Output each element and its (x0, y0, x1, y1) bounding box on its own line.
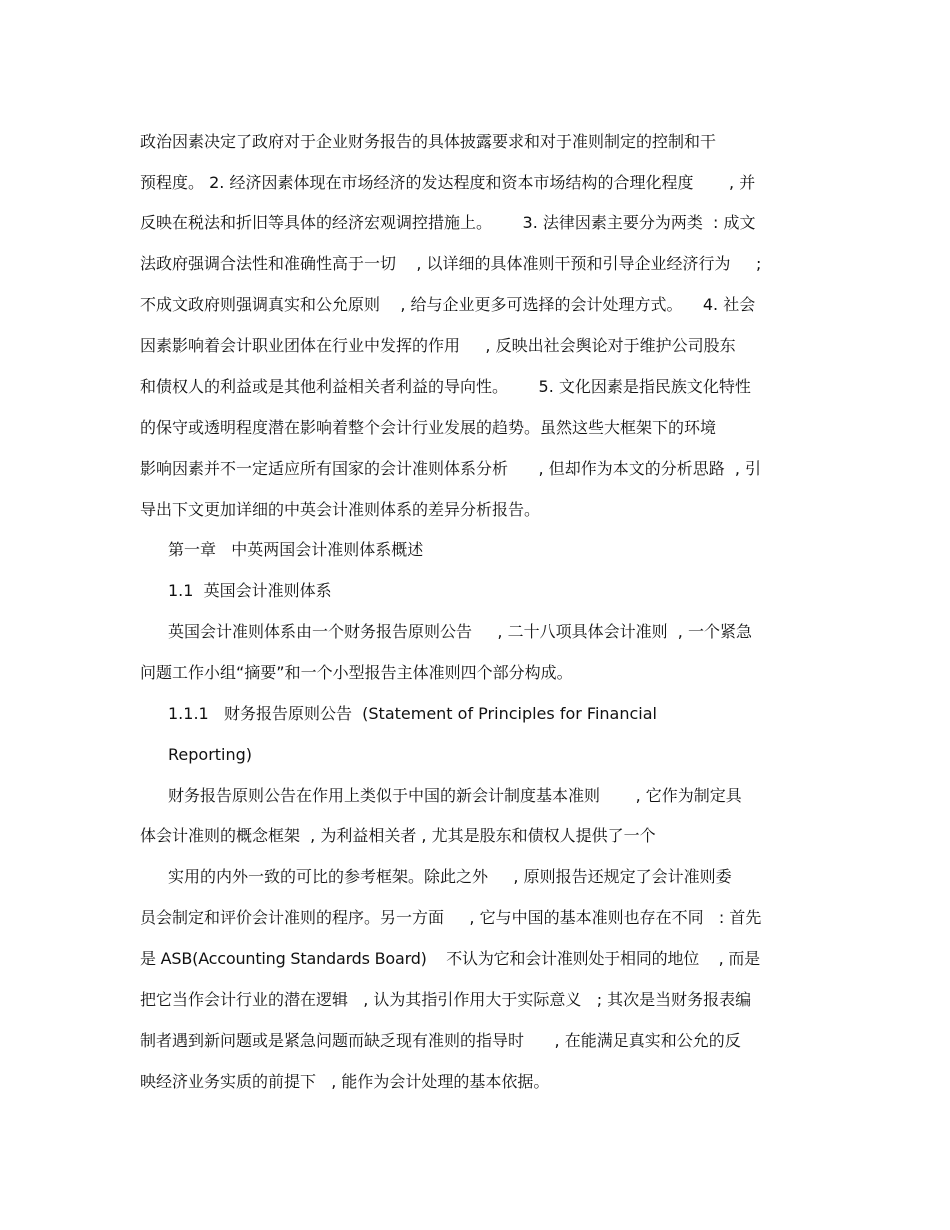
paragraph-line: 法政府强调合法性和准确性高于一切 , 以详细的具体准则干预和引导企业经济行为 ; (140, 254, 762, 273)
paragraph-line: 问题工作小组“摘要”和一个小型报告主体准则四个部分构成。 (140, 663, 573, 682)
paragraph-line: 和债权人的利益或是其他利益相关者利益的导向性。 5. 文化因素是指民族文化特性 (140, 377, 751, 396)
paragraph-line: 的保守或透明程度潜在影响着整个会计行业发展的趋势。虽然这些大框架下的环境 (140, 418, 717, 437)
paragraph-line: 影响因素并不一定适应所有国家的会计准则体系分析 , 但却作为本文的分析思路 , 引 (140, 459, 762, 478)
paragraph-line: 预程度。 2. 经济因素体现在市场经济的发达程度和资本市场结构的合理化程度 , 并 (140, 173, 756, 192)
paragraph-line: 实用的内外一致的可比的参考框架。除此之外 , 原则报告还规定了会计准则委 (168, 867, 732, 886)
paragraph-line: 体会计准则的概念框架 , 为利益相关者 , 尤其是股东和债权人提供了一个 (140, 826, 656, 845)
paragraph-line: 政治因素决定了政府对于企业财务报告的具体披露要求和对于准则制定的控制和干 (140, 132, 717, 151)
paragraph-line: 不成文政府则强调真实和公允原则 , 给与企业更多可选择的会计处理方式。 4. 社会 (140, 295, 756, 314)
section-heading: 1.1 英国会计准则体系 (168, 581, 332, 600)
paragraph-line: 是 ASB(Accounting Standards Board) 不认为它和会计准则处于相同的地位 , 而是 (140, 949, 760, 968)
paragraph-line: 员会制定和评价会计准则的程序。另一方面 , 它与中国的基本准则也存在不同 : 首先 (140, 908, 762, 927)
paragraph-line: 把它当作会计行业的潜在逻辑 , 认为其指引作用大于实际意义 ; 其次是当财务报表编 (140, 990, 752, 1009)
paragraph-line: 财务报告原则公告在作用上类似于中国的新会计制度基本准则 , 它作为制定具 (168, 786, 742, 805)
chapter-heading: 第一章 中英两国会计准则体系概述 (168, 540, 424, 559)
paragraph-line: 英国会计准则体系由一个财务报告原则公告 , 二十八项具体会计准则 , 一个紧急 (168, 622, 752, 641)
subsection-heading: 1.1.1 财务报告原则公告 (Statement of Principles for Financial (168, 704, 657, 723)
paragraph-line: 反映在税法和折旧等具体的经济宏观调控措施上。 3. 法律因素主要分为两类 : 成文 (140, 213, 756, 232)
subsection-heading-continuation: Reporting) (168, 745, 253, 764)
paragraph-line: 导出下文更加详细的中英会计准则体系的差异分析报告。 (140, 500, 541, 519)
paragraph-line: 因素影响着会计职业团体在行业中发挥的作用 , 反映出社会舆论对于维护公司股东 (140, 336, 736, 355)
paragraph-line: 制者遇到新问题或是紧急问题而缺乏现有准则的指导时 , 在能满足真实和公允的反 (140, 1031, 741, 1050)
paragraph-line: 映经济业务实质的前提下 , 能作为会计处理的基本依据。 (140, 1072, 550, 1091)
